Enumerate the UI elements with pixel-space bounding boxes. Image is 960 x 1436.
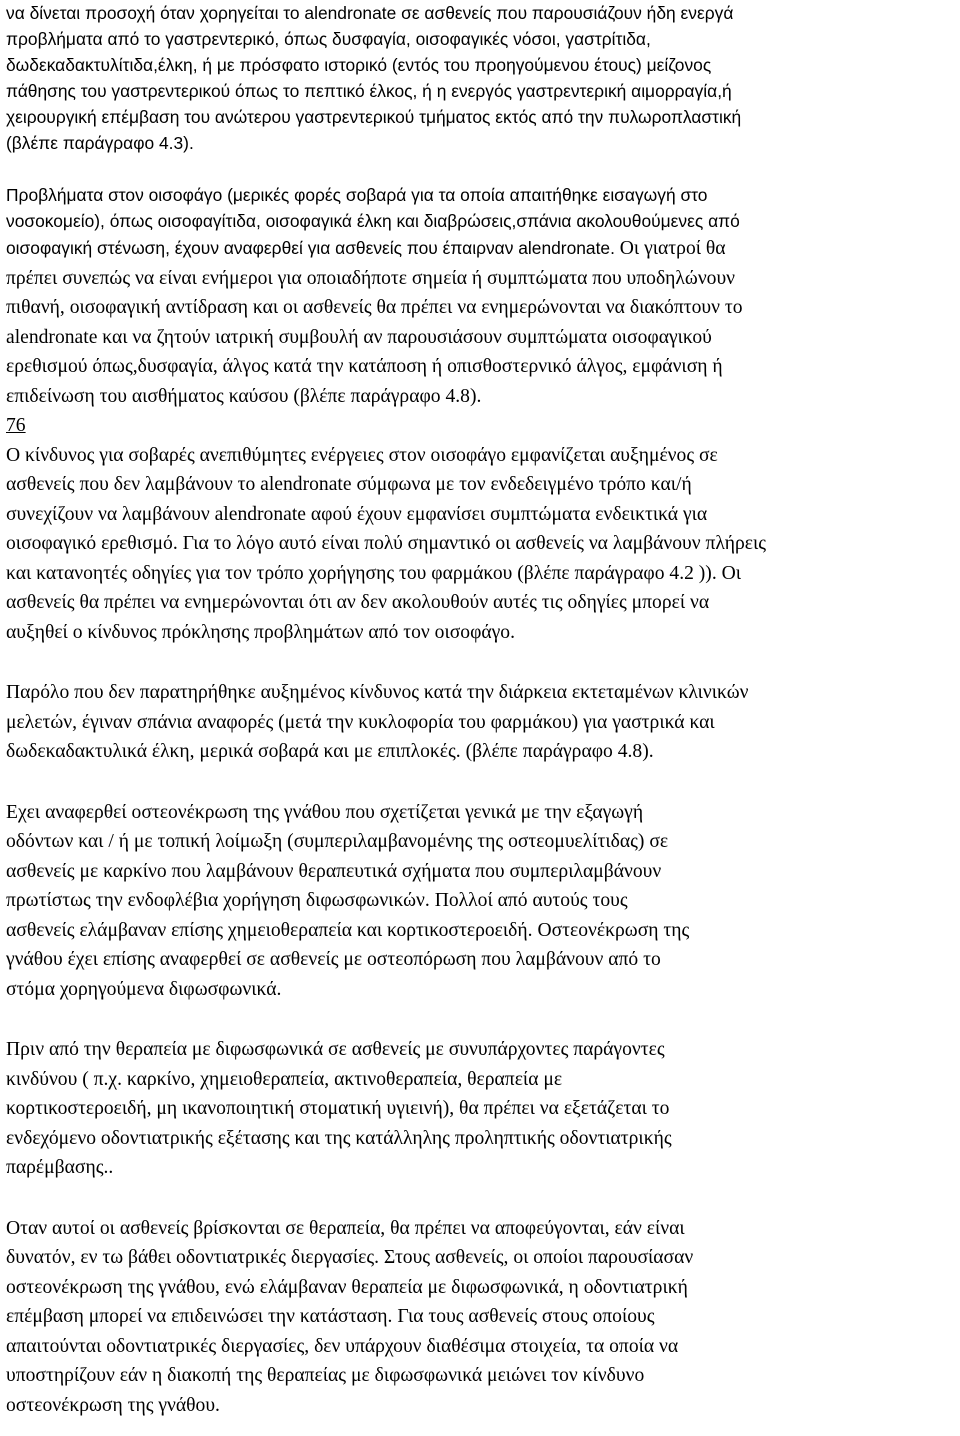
text-line: συνεχίζουν να λαμβάνουν alendronate αφού έχουν εμφανίσει συμπτώματα ενδεικτικά για [6,503,708,525]
text-line: οστεονέκρωση της γνάθου, ενώ ελάμβαναν θεραπεία με διφωσφωνικά, η οδοντιατρική [6,1276,688,1298]
text-line: Παρόλο που δεν παρατηρήθηκε αυξημένος κίνδυνος κατά την διάρκεια εκτεταμένων κλινικών [6,682,749,703]
text-line: οδόντων και / ή με τοπική λοίμωξη (συμπεριλαμβανομένης της οστεομυελίτιδας) σε [6,831,669,852]
text-line: προβλήματα από το γαστρεντερικό, όπως δυσφαγία, οισοφαγικές νόσοι, γαστρίτιδα, [6,29,651,49]
text-line: ασθενείς ελάμβαναν επίσης χημειοθεραπεία και κορτικοστεροειδή. Οστεονέκρωση της [6,919,690,941]
text-line: Οταν αυτοί οι ασθενείς βρίσκονται σε θεραπεία, θα πρέπει να αποφεύγονται, εάν είναι [6,1217,685,1239]
text-line: παρέμβασης.. [6,1157,114,1178]
document-page [6,0,956,1420]
paragraph-dental-exam [6,1035,956,1183]
text-line: δωδεκαδακτυλίτιδα,έλκη, ή με πρόσφατο ιστορικό (εντός του προηγούμενου έτους) μείζονος [6,55,712,75]
text-line: απαιτούνται οδοντιατρικές διεργασίες, δεν υπάρχουν διαθέσιμα στοιχεία, τα οποία να [6,1335,679,1357]
text-line: δωδεκαδακτυλικά έλκη, μερικά σοβαρά και με επιπλοκές. (βλέπε παράγραφο 4.8). [6,741,654,762]
text-line: (βλέπε παράγραφο 4.3). [6,133,194,153]
text-line: νοσοκομείο), όπως οισοφαγίτιδα, οισοφαγικά έλκη και διαβρώσεις,σπάνια ακολουθούμενες από [6,211,740,231]
paragraph-physician-awareness [6,264,956,441]
page-number: 76 [6,415,26,436]
text-line: επιδείνωση του αισθήματος καύσου (βλέπε παράγραφο 4.8). [6,385,482,407]
paragraph-esophageal-problems [6,182,956,264]
text-line: Ο κίνδυνος για σοβαρές ανεπιθύμητες ενέργειες στον οισοφάγο εμφανίζεται αυξημένος σε [6,444,718,466]
paragraph-during-therapy [6,1214,956,1421]
text-line: να δίνεται προσοχή όταν χορηγείται το alendronate σε ασθενείς που παρουσιάζουν ήδη ενεργά [6,3,734,23]
text-line: ασθενείς με καρκίνο που λαμβάνουν θεραπευτικά σχήματα που συμπεριλαμβάνουν [6,860,662,882]
text-line: ασθενείς που δεν λαμβάνουν το alendronate σύμφωνα με τον ενδεδειγμένο τρόπο και/ή [6,474,692,495]
text-line: υποστηρίζουν εάν η διακοπή της θεραπείας με διφωσφωνικά μειώνει τον κίνδυνο [6,1365,645,1386]
text-line: πρέπει συνεπώς να είναι ενήμεροι για οποιαδήποτε σημεία ή συμπτώματα που υποδηλώνουν [6,267,736,289]
text-line: οστεονέκρωση της γνάθου. [6,1394,220,1416]
text-line: κινδύνου ( π.χ. καρκίνο, χημειοθεραπεία, ακτινοθεραπεία, θεραπεία με [6,1068,563,1090]
text-line: κορτικοστεροειδή, μη ικανοποιητική στοματική υγιεινή), θα πρέπει να εξετάζεται το [6,1098,670,1119]
text-line: γνάθου έχει επίσης αναφερθεί σε ασθενείς με οστεοπόρωση που λαμβάνουν από το [6,949,661,970]
text-line: στόμα χορηγούμενα διφωσφωνικά. [6,978,282,1000]
text-line: χειρουργική επέμβαση του ανώτερου γαστρεντερικού τμήματος εκτός από την πυλωροπλαστική [6,107,742,127]
paragraph-risk-increase [6,441,956,648]
text-line: οισοφαγικό ερεθισμό. Για το λόγο αυτό είναι πολύ σημαντικό οι ασθενείς να λαμβάνουν πλήρεις [6,533,766,554]
text-line: και κατανοητές οδηγίες για τον τρόπο χορήγησης του φαρμάκου (βλέπε παράγραφο 4.2 )). Οι [6,562,742,584]
text-line: πρωτίστως την ενδοφλέβια χορήγηση διφωσφωνικών. Πολλοί από αυτούς τους [6,890,628,911]
text-line: ασθενείς θα πρέπει να ενημερώνονται ότι αν δεν ακολουθούν αυτές τις οδηγίες μπορεί να [6,592,710,613]
text-line: μελετών, έγιναν σπάνια αναφορές (μετά την κυκλοφορία του φαρμάκου) για γαστρικά και [6,711,715,733]
text-line: αυξηθεί ο κίνδυνος πρόκλησης προβλημάτων από τον οισοφάγο. [6,621,516,643]
paragraph-gi-precautions [6,0,956,156]
text-line: πάθησης του γαστρεντερικού όπως το πεπτικό έλκος, ή η ενεργός γαστρεντερική αιμορραγία,ή [6,81,732,101]
text-line: Προβλήματα στον οισοφάγο (μερικές φορές σοβαρά για τα οποία απαιτήθηκε εισαγωγή στο [6,185,708,205]
text-line: ενδεχόμενο οδοντιατρικής εξέτασης και της κατάλληλης προληπτικής οδοντιατρικής [6,1127,672,1149]
text-line: alendronate και να ζητούν ιατρική συμβουλή αν παρουσιάσουν συμπτώματα οισοφαγικού [6,326,712,348]
text-run: Οι γιατροί θα [619,238,726,259]
text-line: Εχει αναφερθεί οστεονέκρωση της γνάθου που σχετίζεται γενικά με την εξαγωγή [6,801,644,823]
text-line: πιθανή, οισοφαγική αντίδραση και οι ασθενείς θα πρέπει να ενημερώνονται να διακόπτουν το [6,297,743,318]
text-line: δυνατόν, εν τω βάθει οδοντιατρικές διεργασίες. Στους ασθενείς, οι οποίοι παρουσίασαν [6,1247,694,1268]
paragraph-osteonecrosis [6,798,956,1005]
text-line: οισοφαγική στένωση, έχουν αναφερθεί για ασθενείς που έπαιρναν alendronate. Οι γιατροί θα [6,238,726,259]
text-line: Πριν από την θεραπεία με διφωσφωνικά σε ασθενείς με συνυπάρχοντες παράγοντες [6,1039,665,1060]
text-line: επέμβαση μπορεί να επιδεινώσει την κατάσταση. Για τους ασθενείς στους οποίους [6,1306,655,1327]
paragraph-ulcer-reports [6,678,956,767]
text-line: ερεθισμού όπως,δυσφαγία, άλγος κατά την κατάποση ή οπισθοστερνικό άλγος, εμφάνιση ή [6,356,723,377]
